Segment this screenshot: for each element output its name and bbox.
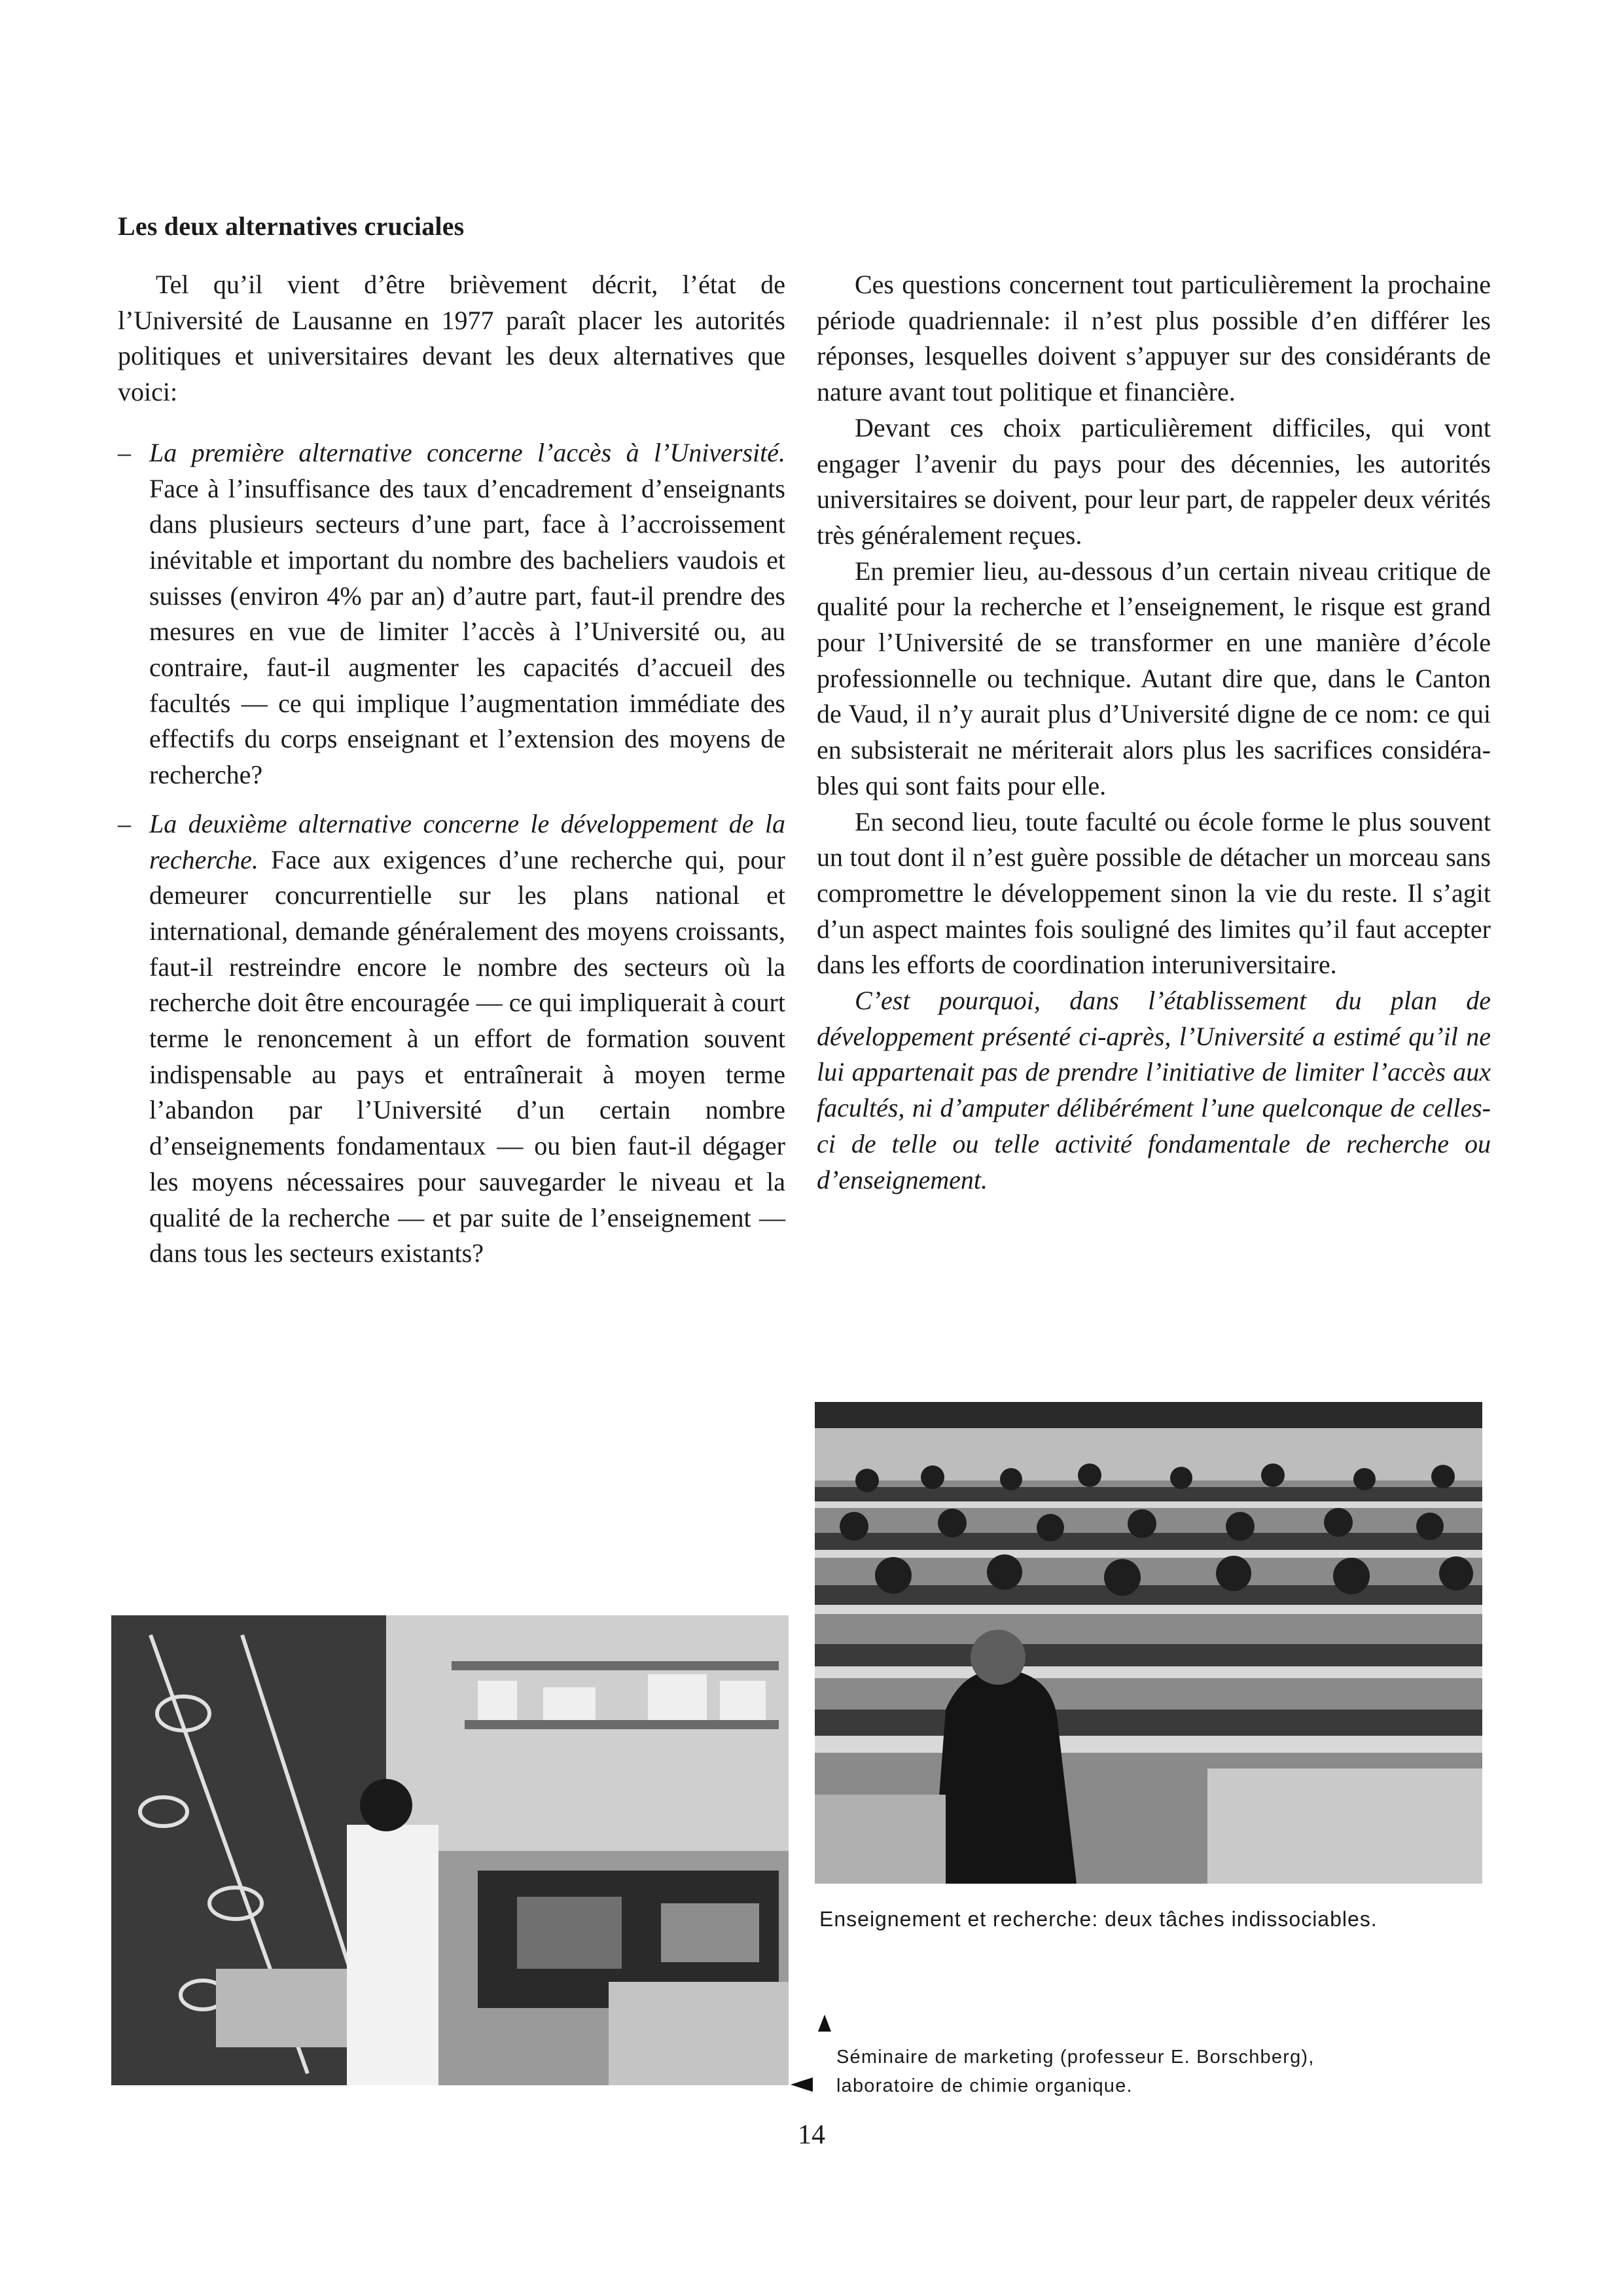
list-item-alternative-2 — [118, 806, 785, 1272]
caption-seminar: Séminaire de marketing (professeur E. Borschberg), — [836, 2047, 1315, 2068]
paragraph-conclusion: C’est pourquoi, dans l’établissement du plan de développement présenté ci-après, l’Université a estimé qu’il ne lui appartenait pas de prendre l’initiative de limiter l’accès aux facultés, ni d’amputer délibérément l’une quelconque de celles-ci de telle ou telle activité fondamentale de recherche ou d’enseignement. — [817, 986, 1491, 1194]
page-number: 14 — [798, 2120, 825, 2150]
caption-lab: laboratoire de chimie organique. — [836, 2075, 1133, 2096]
triangle-left-icon — [791, 2077, 813, 2092]
right-column — [817, 267, 1491, 1198]
photo-caption-secondary — [836, 2043, 1315, 2100]
alternatives-list — [118, 435, 785, 1272]
paragraph-first-truth: En premier lieu, au-dessous d’un certain niveau critique de qualité pour la recherche et l’enseignement, le risque est grand pour l’Université de se transformer en une manière d’école professionnelle ou technique. Autant dire que, dans le Canton de Vaud, il n’y aurait plus d’Université digne de ce nom: ce qui en subsisterait ne mériterait alors plus les sacrifices considérables qui sont faits pour elle. — [817, 556, 1491, 800]
paragraph-second-truth: En second lieu, toute faculté ou école forme le plus souvent un tout dont il n’est guère possible de détacher un morceau sans compromettre le développement sinon la vie du reste. Il s’agit d’un aspect maintes fois souligné des limites qu’il faut accepter dans les efforts de coordination interuniversitaire. — [817, 806, 1491, 980]
intro-paragraph: Tel qu’il vient d’être brièvement décrit, l’état de l’Université de Lausanne en 1977 paraît placer les autorités politiques et universitaires devant les deux alternatives que voici: — [118, 270, 785, 407]
alternative-1-text: Face à l’insuffisance des taux d’encadrement d’enseignants dans plusieurs secteurs d’une part, face à l’accroissement inévitable et important du nombre des bacheliers vaudois et suisses (environ 4% par an) d’autre part, faut-il prendre des mesures en vue de limiter l’accès à l’Université ou, au contraire, faut-il augmenter les capacités d’accueil des facultés — ce qui implique l’augmentation immédiate des effectifs du corps enseignant et l’extension des moyens de recherche? — [149, 473, 785, 790]
list-item-alternative-1 — [118, 435, 785, 793]
lab-illustration — [111, 1615, 789, 2085]
alternative-1-title: La première alternative concerne l’accès à l’Université. — [149, 437, 785, 467]
triangle-up-icon — [818, 2015, 831, 2032]
chemistry-lab-photo — [111, 1615, 789, 2085]
alternative-2-title: La deuxième alternative concerne le développement de la recherche. — [149, 808, 785, 874]
section-heading: Les deux alternatives cruciales — [118, 211, 465, 241]
lecture-hall-illustration — [815, 1402, 1482, 1884]
left-column — [118, 267, 785, 1272]
photo-caption-main: Enseignement et recherche: deux tâches indissociables. — [819, 1907, 1378, 1931]
paragraph-questions: Ces questions concernent tout particulièrement la prochaine période quadriennale: il n’est plus possible d’en différer les réponses, lesquelles doivent s’appuyer sur des considérants de nature avant tout politique et financière. — [817, 270, 1491, 407]
lecture-hall-photo — [815, 1402, 1482, 1884]
paragraph-choices: Devant ces choix particulièrement difficiles, qui vont engager l’avenir du pays pour des décennies, les autorités universitaires se doivent, pour leur part, de rappeler deux vérités très généralement reçues. — [817, 412, 1491, 550]
alternative-2-text: Face aux exigences d’une recherche qui, pour demeurer concurrentielle sur les plans national et international, demande généralement des moyens croissants, faut-il restreindre encore le nombre des secteurs où la recherche doit être encouragée — ce qui impliquerait à court terme le renoncement à un effort de formation souvent indispensable au pays et entraînerait à moyen terme l’abandon par l’Université d’un certain nombre d’enseignements fondamentaux — ou bien faut-il dégager les moyens nécessaires pour sauvegarder le niveau et la qualité de la recherche — et par suite de l’enseignement — dans tous les secteurs existants? — [149, 844, 785, 1268]
